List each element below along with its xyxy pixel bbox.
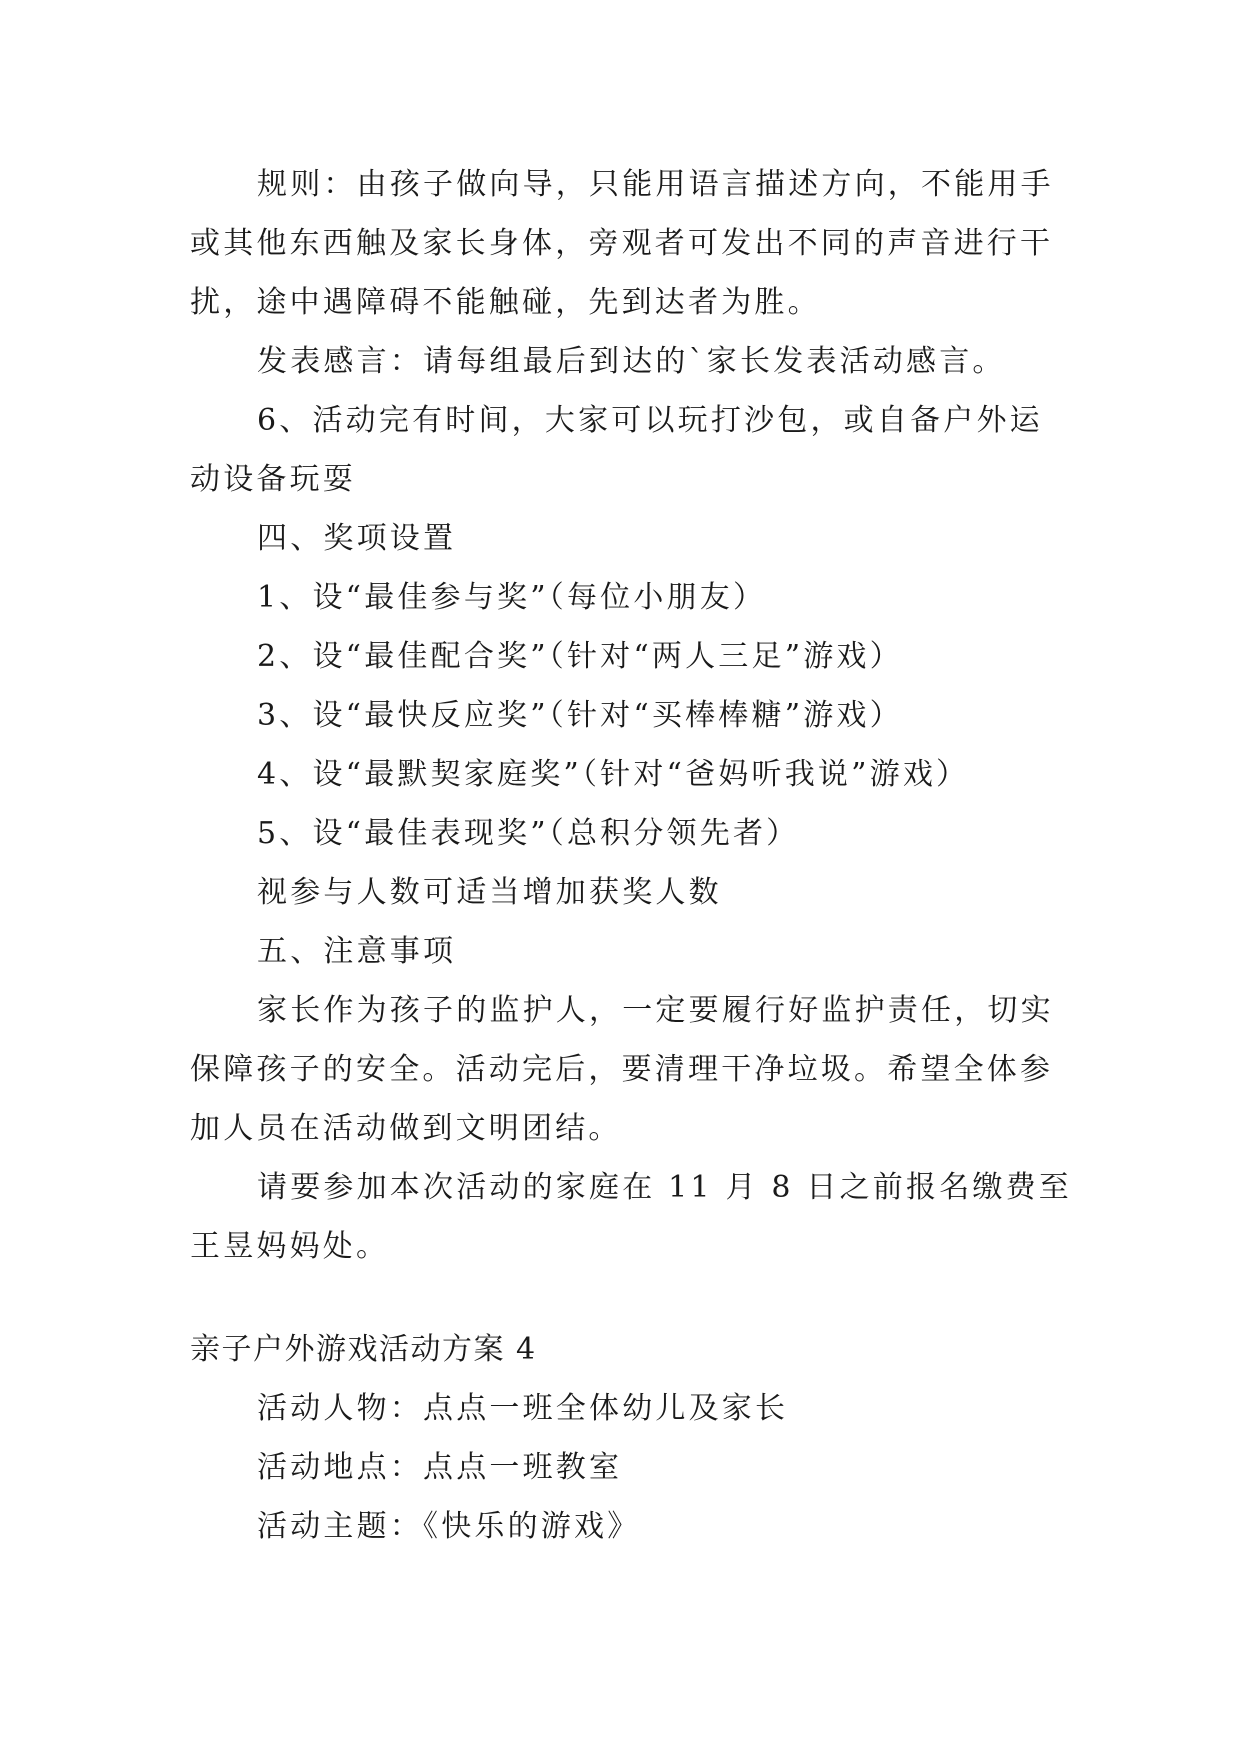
paragraph-speech: 发表感言：请每组最后到达的`家长发表活动感言。	[257, 344, 1006, 379]
paragraph-award-note: 视参与人数可适当增加获奖人数	[257, 875, 722, 910]
paragraph-register-line-1: 请要参加本次活动的家庭在 11 月 8 日之前报名缴费至	[257, 1170, 1073, 1205]
section-heading-awards: 四、奖项设置	[257, 521, 457, 556]
paragraph-item6-line-2: 动设备玩耍	[190, 462, 356, 497]
paragraph-rules-line-2: 或其他东西触及家长身体，旁观者可发出不同的声音进行干	[190, 226, 1054, 261]
award-item-5: 5、设“最佳表现奖”（总积分领先者）	[257, 816, 800, 851]
paragraph-notes-line-2: 保障孩子的安全。活动完后，要清理干净垃圾。希望全体参	[190, 1052, 1054, 1087]
paragraph-rules-line-1: 规则：由孩子做向导，只能用语言描述方向，不能用手	[257, 167, 1054, 202]
paragraph-theme: 活动主题：《快乐的游戏》	[257, 1509, 641, 1544]
award-item-4: 4、设“最默契家庭奖”（针对“爸妈听我说”游戏）	[257, 757, 970, 792]
award-item-2: 2、设“最佳配合奖”（针对“两人三足”游戏）	[257, 639, 903, 674]
section-title-plan-4: 亲子户外游戏活动方案 4	[190, 1332, 537, 1367]
paragraph-notes-line-1: 家长作为孩子的监护人，一定要履行好监护责任，切实	[257, 993, 1054, 1028]
award-item-1: 1、设“最佳参与奖”（每位小朋友）	[257, 580, 767, 615]
section-heading-notes: 五、注意事项	[257, 934, 457, 969]
paragraph-participants: 活动人物：点点一班全体幼儿及家长	[257, 1391, 789, 1426]
paragraph-rules-line-3: 扰，途中遇障碍不能触碰，先到达者为胜。	[190, 285, 821, 320]
paragraph-register-line-2: 王昱妈妈处。	[190, 1229, 390, 1264]
paragraph-item6-line-1: 6、活动完有时间，大家可以玩打沙包，或自备户外运	[257, 403, 1043, 438]
award-item-3: 3、设“最快反应奖”（针对“买棒棒糖”游戏）	[257, 698, 903, 733]
paragraph-notes-line-3: 加人员在活动做到文明团结。	[190, 1111, 622, 1146]
paragraph-location: 活动地点：点点一班教室	[257, 1450, 623, 1485]
